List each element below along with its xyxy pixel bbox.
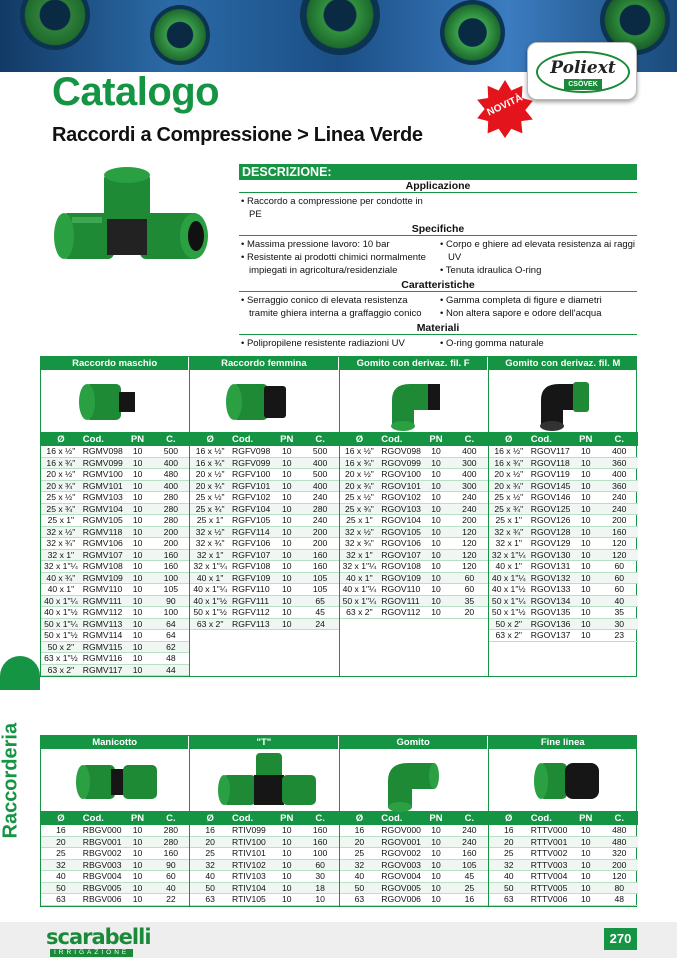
col-diameter: Ø [206,434,214,445]
table-row: 20 x ½" RGMV100 10 480 [41,469,189,481]
table-row: 16 x ¾" RGOV099 10 300 [340,458,488,470]
bullet: • Raccordo a compressione per condotte in PE [241,196,423,220]
table-row: 32 x ½" RGOV105 10 120 [340,527,488,539]
table-row: 63 x 1"½ RGMV116 10 48 [41,653,189,665]
table-row: 25 RGOV002 10 160 [340,848,488,860]
end-cap-icon [489,749,638,812]
table-row: 63 x 2" RGOV112 10 20 [340,607,488,619]
table-row: 16 x ¾" RGFV099 10 400 [190,458,338,470]
page-title: Catalogo [52,70,220,114]
col-pack: C. [166,813,176,824]
col-pn: PN [130,434,145,445]
col-diameter: Ø [57,434,65,445]
column-headers [340,812,488,825]
logo-name: Poliext [550,58,616,78]
scarabelli-logo: scarabelli [46,925,151,949]
bullet: • Resistente ai prodotti chimici normalmente impiegati in agricoltura/residenziale [241,252,426,276]
bullet: • Tenuta idraulica O-ring [440,265,542,276]
female-adapter-icon [190,370,338,433]
table-row: 16 x ½" RGOV098 10 400 [340,446,488,458]
col-pn: PN [579,813,593,824]
table-row: 20 x ¾" RGFV101 10 400 [190,481,338,493]
table-row: 20 x ¾" RGMV101 10 400 [41,481,189,493]
col-pack: C. [315,813,325,824]
table-row: 32 x ½" RGFV114 10 200 [190,527,338,539]
bullet: • O-ring gomma naturale [440,338,544,349]
rows [190,825,338,906]
col-pn: PN [280,813,294,824]
table-row: 50 x 1"½ RGMV114 10 64 [41,630,189,642]
col-pack: C. [464,434,475,445]
description-panel [239,164,637,352]
product-title: Gomito [340,736,488,749]
materiali-heading: Materiali [239,322,637,335]
elbow-female-icon [340,370,488,433]
col-pn: PN [280,434,294,445]
table-row: 32 x ½" RGMV118 10 200 [41,527,189,539]
table-row: 50 x 1"½ RGFV112 10 45 [190,607,338,619]
table-row: 32 x 1" RGFV107 10 160 [190,550,338,562]
product-title: Manicotto [41,736,189,749]
table-row: 20 x ½" RGOV119 10 400 [489,469,638,481]
table-row: 40 x 1"¼ RGOV110 10 60 [340,584,488,596]
table-row: 40 x 1"¼ RGOV132 10 60 [489,573,638,585]
col-diameter: Ø [57,813,65,824]
col-pack: C. [614,813,624,824]
table-row: 50 x 1"½ RGOV135 10 35 [489,607,638,619]
product-block [340,357,489,676]
col-pack: C. [315,434,325,445]
fittings-table-threaded [40,356,637,677]
table-row: 40 x 1" RGOV131 10 60 [489,561,638,573]
table-row: 40 x 1"½ RGOV133 10 60 [489,584,638,596]
table-row: 40 x 1"¼ RGFV110 10 105 [190,584,338,596]
table-row: 63 x 2" RGFV113 10 24 [190,619,338,631]
col-pack: C. [166,434,176,445]
table-row: 50 RTTV005 10 80 [489,883,638,895]
col-code: Cod. [232,434,254,445]
table-row: 16 x ¾" RGMV099 10 400 [41,458,189,470]
table-row: 25 x 1" RGOV104 10 200 [340,515,488,527]
table-row: 50 x 1"¼ RGOV134 10 40 [489,596,638,608]
column-headers [41,433,189,446]
male-adapter-icon [41,370,189,433]
table-row: 50 x 1"¼ RGOV111 10 35 [340,596,488,608]
table-row: 20 RTTV001 10 480 [489,837,638,849]
table-row: 63 RBGV006 10 22 [41,894,189,906]
col-code: Cod. [381,434,403,445]
col-diameter: Ø [355,434,364,445]
table-row: 32 RTIV102 10 60 [190,860,338,872]
col-diameter: Ø [505,434,513,445]
novita-label: NOVITÀ [485,92,525,119]
specifiche-body [239,236,637,279]
table-row: 32 x 1"¼ RGOV130 10 120 [489,550,638,562]
table-row: 16 x ½" RGMV098 10 500 [41,446,189,458]
col-code: Cod. [530,813,552,824]
side-tab [0,656,40,676]
table-row: 16 x ½" RGOV117 10 400 [489,446,638,458]
scarabelli-sub: IRRIGAZIONE [50,949,133,957]
column-headers [489,812,638,825]
table-row: 25 x ½" RGOV146 10 240 [489,492,638,504]
rows [190,446,338,630]
table-row: 50 RGOV005 10 25 [340,883,488,895]
table-row: 32 RBGV003 10 90 [41,860,189,872]
table-row: 20 x ½" RGFV100 10 500 [190,469,338,481]
coupling-icon [41,749,189,812]
table-row: 25 RTTV002 10 320 [489,848,638,860]
table-row: 50 RTIV104 10 18 [190,883,338,895]
table-row: 40 x 1" RGMV110 10 105 [41,584,189,596]
table-row: 50 x 1"¼ RGMV113 10 64 [41,619,189,631]
table-row: 25 x ½" RGFV102 10 240 [190,492,338,504]
table-row: 25 x ¾" RGFV104 10 280 [190,504,338,516]
description-heading: DESCRIZIONE: [239,164,637,180]
bullet: • Gamma completa di figure e diametri [440,295,602,306]
materiali-body [239,335,637,352]
table-row: 32 x 1"¼ RGMV108 10 160 [41,561,189,573]
table-row: 40 x 1"½ RGFV111 10 65 [190,596,338,608]
table-row: 50 x 2" RGMV115 10 62 [41,642,189,654]
bullet: • Polipropilene resistente radiazioni UV [241,338,405,349]
table-row: 20 x ¾" RGOV145 10 360 [489,481,638,493]
bullet: • Massima pressione lavoro: 10 bar [241,239,390,250]
table-row: 20 RGOV001 10 240 [340,837,488,849]
table-row: 40 x 1"½ RGMV112 10 100 [41,607,189,619]
table-row: 32 x ¾" RGOV106 10 120 [340,538,488,550]
table-row: 63 RGOV006 10 16 [340,894,488,906]
table-row: 40 RBGV004 10 60 [41,871,189,883]
col-diameter: Ø [355,813,364,824]
product-title: Gomito con derivaz. fil. M [489,357,638,370]
table-row: 50 RBGV005 10 40 [41,883,189,895]
tee-icon [190,749,338,812]
tee-fitting-image [52,165,224,295]
col-diameter: Ø [206,813,214,824]
table-row: 16 x ¾" RGOV118 10 360 [489,458,638,470]
col-code: Cod. [232,813,254,824]
product-block [489,357,638,676]
table-row: 40 RTIV103 10 30 [190,871,338,883]
col-pack: C. [464,813,475,824]
side-label: Raccorderia [0,722,22,839]
side-tab-body [0,676,40,690]
product-block [489,736,638,906]
col-pn: PN [130,813,145,824]
table-row: 32 x ¾" RGFV106 10 200 [190,538,338,550]
table-row: 32 x 1"¼ RGOV108 10 120 [340,561,488,573]
column-headers [489,433,638,446]
table-row: 20 x ½" RGOV100 10 400 [340,469,488,481]
table-row: 32 x ¾" RGMV106 10 200 [41,538,189,550]
table-row: 16 RBGV000 10 280 [41,825,189,837]
table-row: 16 x ½" RGFV098 10 500 [190,446,338,458]
col-pack: C. [614,434,624,445]
table-row: 25 x ¾" RGOV125 10 240 [489,504,638,516]
product-block [190,736,339,906]
specifiche-heading: Specifiche [239,223,637,236]
table-row: 40 x 1"¼ RGMV111 10 90 [41,596,189,608]
rows [340,825,488,906]
bullet: • Non altera sapore e odore dell'acqua [440,308,602,319]
table-row: 25 RBGV002 10 160 [41,848,189,860]
table-row: 20 RTIV100 10 160 [190,837,338,849]
fittings-table-plain [40,735,637,907]
table-row: 25 x ¾" RGOV103 10 240 [340,504,488,516]
col-pn: PN [429,434,443,445]
table-row: 25 x 1" RGFV105 10 240 [190,515,338,527]
table-row: 25 x 1" RGOV126 10 200 [489,515,638,527]
table-row: 32 x 1"¼ RGFV108 10 160 [190,561,338,573]
table-row: 40 x 1" RGFV109 10 105 [190,573,338,585]
table-row: 20 x ¾" RGOV101 10 300 [340,481,488,493]
product-block [190,357,339,676]
table-row: 25 x ½" RGMV103 10 280 [41,492,189,504]
rows [41,825,189,906]
product-block [340,736,489,906]
table-row: 63 RTTV006 10 48 [489,894,638,906]
table-row: 32 x 1" RGOV129 10 120 [489,538,638,550]
product-block [41,736,190,906]
col-pn: PN [429,813,443,824]
poliext-logo [527,42,637,100]
table-row: 32 RGOV003 10 105 [340,860,488,872]
elbow-icon [340,749,488,812]
col-code: Cod. [82,813,104,824]
product-title: "T" [190,736,338,749]
caratteristiche-heading: Caratteristiche [239,279,637,292]
table-row: 25 x ½" RGOV102 10 240 [340,492,488,504]
page-subtitle: Raccordi a Compressione > Linea Verde [52,124,423,146]
product-block [41,357,190,676]
applicazione-body [239,193,637,223]
caratteristiche-body [239,292,637,322]
table-row: 63 x 2" RGMV117 10 44 [41,665,189,677]
table-row: 16 RGOV000 10 240 [340,825,488,837]
product-title: Raccordo maschio [41,357,189,370]
rows [489,825,638,906]
table-row: 40 RTTV004 10 120 [489,871,638,883]
table-row: 25 x ¾" RGMV104 10 280 [41,504,189,516]
table-row: 16 RTTV000 10 480 [489,825,638,837]
table-row: 50 x 2" RGOV136 10 30 [489,619,638,631]
product-title: Fine linea [489,736,638,749]
table-row: 16 RTIV099 10 160 [190,825,338,837]
logo-sub: CSÖVEK [564,79,602,90]
table-row: 32 RTTV003 10 200 [489,860,638,872]
table-row: 40 RGOV004 10 45 [340,871,488,883]
rows [489,446,638,642]
table-row: 25 x 1" RGMV105 10 280 [41,515,189,527]
column-headers [190,812,338,825]
product-title: Raccordo femmina [190,357,338,370]
table-row: 32 x ¾" RGOV128 10 160 [489,527,638,539]
rows [41,446,189,676]
column-headers [190,433,338,446]
table-row: 32 x 1" RGOV107 10 120 [340,550,488,562]
rows [340,446,488,619]
table-row: 20 RBGV001 10 280 [41,837,189,849]
table-row: 63 x 2" RGOV137 10 23 [489,630,638,642]
col-code: Cod. [530,434,552,445]
table-row: 40 x 1" RGOV109 10 60 [340,573,488,585]
col-diameter: Ø [505,813,513,824]
page-number: 270 [604,928,637,950]
col-code: Cod. [82,434,104,445]
applicazione-heading: Applicazione [239,180,637,193]
table-row: 63 RTIV105 10 10 [190,894,338,906]
elbow-male-icon [489,370,638,433]
table-row: 32 x 1" RGMV107 10 160 [41,550,189,562]
bullet: • Corpo e ghiere ad elevata resistenza ai raggi UV [440,239,636,263]
column-headers [41,812,189,825]
table-row: 40 x ¾" RGMV109 10 100 [41,573,189,585]
bullet: • Serraggio conico di elevata resistenza tramite ghiera interna a graffaggio conico [241,295,422,319]
column-headers [340,433,488,446]
product-title: Gomito con derivaz. fil. F [340,357,488,370]
col-code: Cod. [381,813,403,824]
table-row: 25 RTIV101 10 100 [190,848,338,860]
col-pn: PN [579,434,593,445]
